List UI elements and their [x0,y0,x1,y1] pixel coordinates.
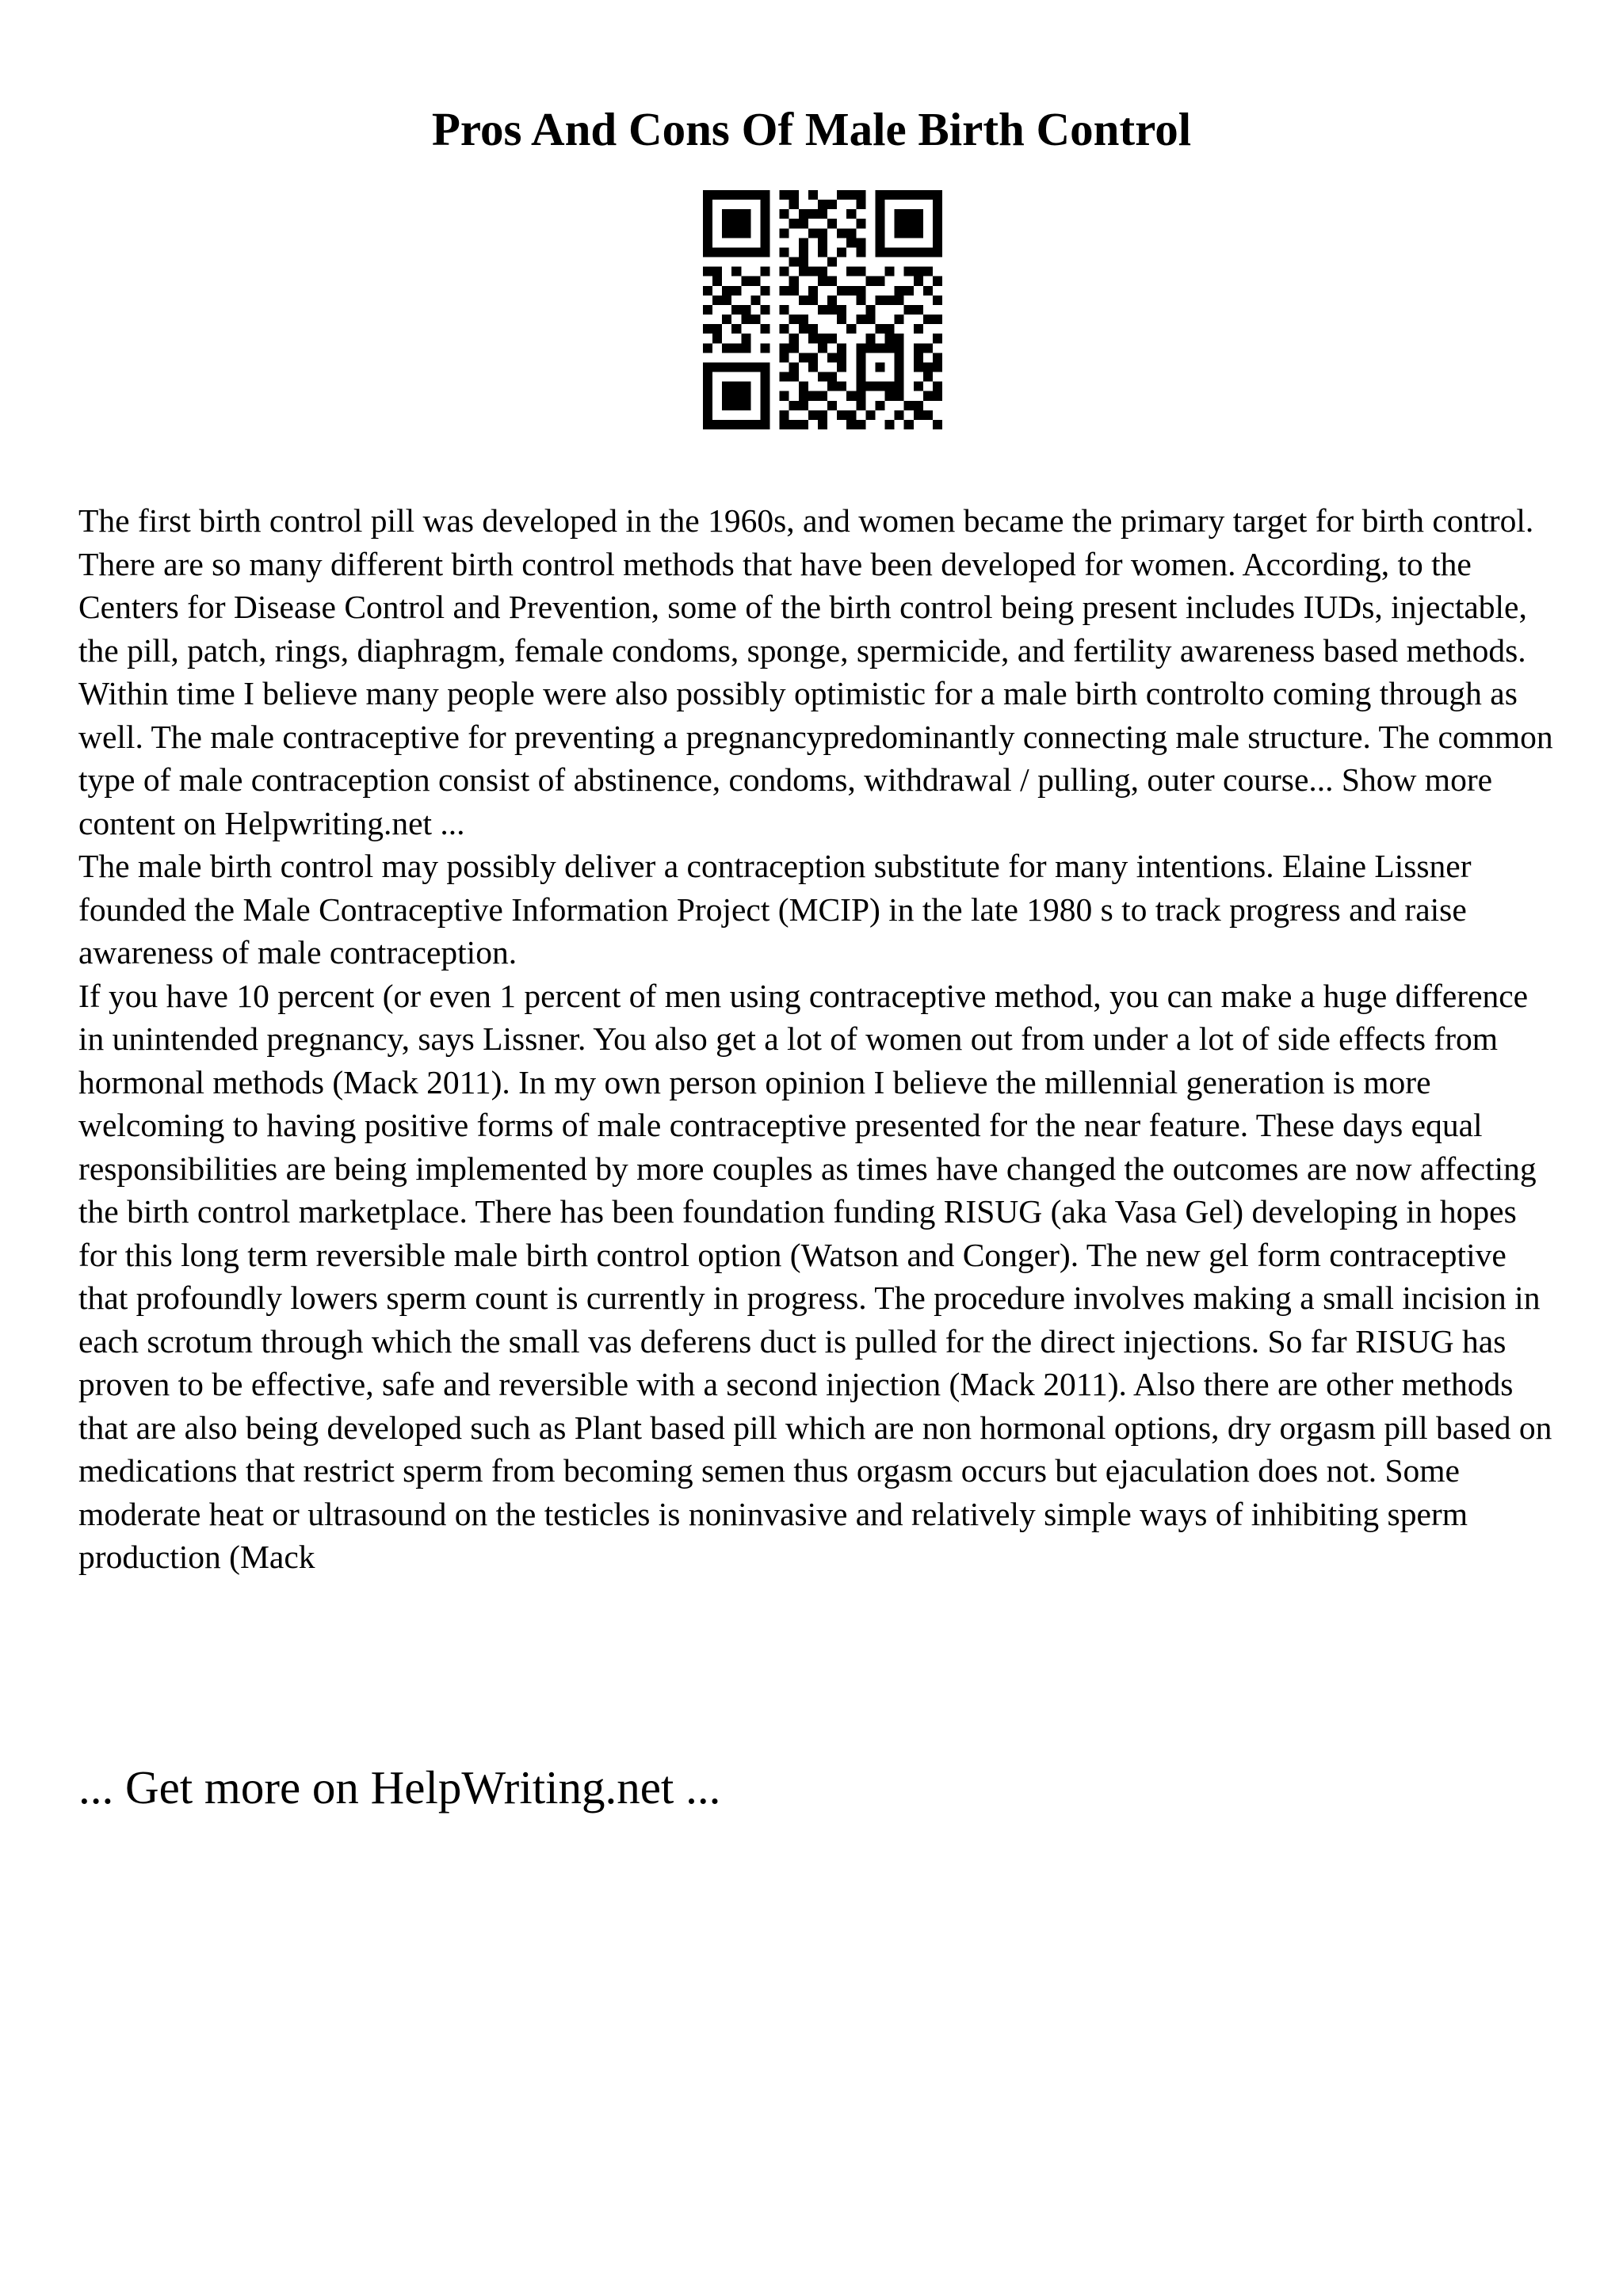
qr-code-icon[interactable] [703,190,942,429]
paragraph: The male birth control may possibly deliver a contraception substitute for many intentions. Elaine Lissner founded the Male Contraceptive Information Project (MCIP) in the late 1980 s to track progress and raise awareness of male contraception. [78,848,1472,971]
get-more-link[interactable]: ... Get more on HelpWriting.net ... [78,1761,721,1814]
article-body [78,499,1560,1579]
page-title: Pros And Cons Of Male Birth Control [431,103,1192,155]
paragraph: If you have 10 percent (or even 1 percent of men using contraceptive method, you can make a huge difference in unintended pregnancy, says Lissner. You also get a lot of women out from under a lot of side effects from hormonal methods (Mack 2011). In my own person opinion I believe the millennial generation is more welcoming to having positive forms of male contraceptive presented for the near feature. These days equal responsibilities are being implemented by more couples as times have changed the outcomes are now affecting the birth control marketplace. There has been foundation funding RISUG (aka Vasa Gel) developing in hopes for this long term reversible male birth control option (Watson and Conger). The new gel form contraceptive that profoundly lowers sperm count is currently in progress. The procedure involves making a small incision in each scrotum through which the small vas deferens duct is pulled for the direct injections. So far RISUG has proven to be effective, safe and reversible with a second injection (Mack 2011). Also there are other methods that are also being developed such as Plant based pill which are non hormonal options, dry orgasm pill based on medications that restrict sperm from becoming semen thus orgasm occurs but ejaculation does not. Some moderate heat or ultrasound on the testicles is noninvasive and relatively simple ways of inhibiting sperm production (Mack [78,977,1552,1575]
paragraph: The first birth control pill was developed in the 1960s, and women became the primary target for birth control. There are so many different birth control methods that have been developed for women. According, to the Centers for Disease Control and Prevention, some of the birth control being present includes IUDs, injectable, the pill, patch, rings, diaphragm, female condoms, sponge, spermicide, and fertility awareness based methods. Within time I believe many people were also possibly optimistic for a male birth controlto coming through as well. The male contraceptive for preventing a pregnancypredominantly connecting male structure. The common type of male contraception consist of abstinence, condoms, withdrawal / pulling, outer course... Show more content on Helpwriting.net ... [78,502,1553,841]
